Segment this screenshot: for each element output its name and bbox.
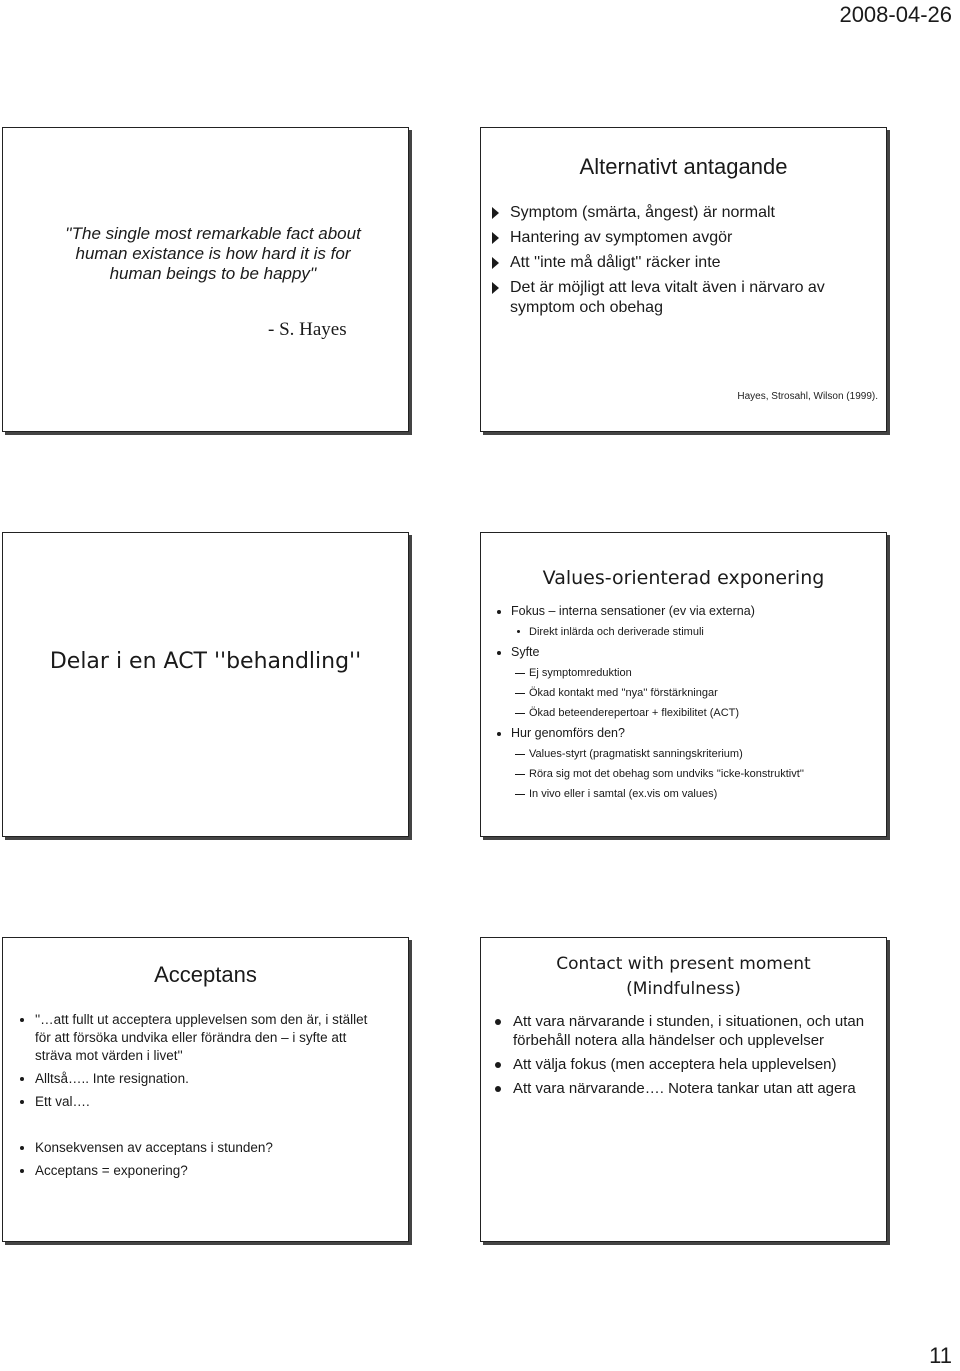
- bullet-text: Syfte: [511, 645, 540, 659]
- bullet-dot-icon: [20, 1169, 24, 1173]
- bullet-dot-icon: [497, 610, 501, 614]
- list-item: [17, 1070, 377, 1088]
- bullet-text: Ej symptomreduktion: [529, 667, 632, 679]
- bullet-text: Att ''inte må dåligt'' räcker inte: [510, 254, 721, 271]
- list-item: [495, 622, 880, 642]
- slide-delar-i-act: [2, 532, 409, 837]
- slide-title: Delar i en ACT ''behandling'': [49, 649, 362, 674]
- list-item: [495, 703, 880, 723]
- list-item: [495, 744, 880, 764]
- slide-title: Alternativt antagande: [579, 154, 788, 179]
- list-spacer: [17, 1116, 377, 1134]
- bullet-list: [493, 1012, 878, 1103]
- list-item: [491, 253, 871, 273]
- bullet-dot-icon: [495, 1086, 501, 1092]
- page-number: 11: [929, 1343, 952, 1368]
- list-item: [495, 642, 880, 663]
- bullet-dot-icon: [517, 630, 520, 633]
- bullet-text: Values-styrt (pragmatiskt sanningskriterium): [529, 748, 743, 760]
- bullet-text: Fokus – interna sensationer (ev via externa): [511, 604, 755, 618]
- list-item: [491, 203, 871, 223]
- slide-quote: [2, 127, 409, 432]
- bullet-text: Hur genomförs den?: [511, 726, 625, 740]
- list-item: [17, 1093, 377, 1111]
- bullet-dot-icon: [20, 1100, 24, 1104]
- title-line: Contact with present moment: [556, 954, 811, 974]
- list-item: [495, 723, 880, 744]
- list-item: [495, 683, 880, 703]
- bullet-text: Att välja fokus (men acceptera hela upplevelsen): [513, 1056, 837, 1073]
- slide-acceptans: [2, 937, 409, 1242]
- bullet-text: Röra sig mot det obehag som undviks ''icke-konstruktivt'': [529, 768, 804, 780]
- list-item: [495, 601, 880, 622]
- list-item: [493, 1055, 878, 1074]
- list-item: [17, 1162, 377, 1180]
- list-item: [493, 1012, 878, 1050]
- quote-author: - S. Hayes: [268, 319, 347, 340]
- bullet-text: Symptom (smärta, ångest) är normalt: [510, 204, 775, 221]
- bullet-text: Konsekvensen av acceptans i stunden?: [35, 1140, 273, 1155]
- bullet-text: Acceptans = exponering?: [35, 1163, 188, 1178]
- bullet-list: [495, 601, 880, 804]
- list-item: [495, 784, 880, 804]
- list-item: [493, 1079, 878, 1098]
- bullet-text: Att vara närvarande…. Notera tankar utan att agera: [513, 1080, 856, 1097]
- bullet-dot-icon: [495, 1019, 501, 1025]
- bullet-text: Hantering av symptomen avgör: [510, 229, 733, 246]
- list-item: [495, 764, 880, 784]
- bullet-dot-icon: [20, 1018, 24, 1022]
- dash-bullet-icon: [515, 693, 525, 694]
- bullet-text: Ökad kontakt med ''nya'' förstärkningar: [529, 687, 718, 699]
- list-item: [495, 663, 880, 683]
- slide-title: Acceptans: [154, 962, 257, 987]
- quote-text: ''The single most remarkable fact about human existance is how hard it is for human beings to be happy'': [65, 224, 361, 283]
- bullet-text: In vivo eller i samtal (ex.vis om values): [529, 788, 718, 800]
- bullet-dot-icon: [497, 651, 501, 655]
- list-item: [491, 278, 871, 318]
- slide-present-moment: [480, 937, 887, 1242]
- dash-bullet-icon: [515, 774, 525, 775]
- bullet-text: ''…att fullt ut acceptera upplevelsen som den är, i stället för att försöka undvika eller förändra den – i syfte att sträva mot värden i livet'': [35, 1012, 368, 1063]
- bullet-list: [17, 1011, 377, 1185]
- list-item: [17, 1011, 377, 1065]
- bullet-dot-icon: [20, 1146, 24, 1150]
- bullet-text: Alltså….. Inte resignation.: [35, 1071, 189, 1086]
- bullet-text: Ett val….: [35, 1094, 90, 1109]
- bullet-dot-icon: [20, 1077, 24, 1081]
- page-date: 2008-04-26: [839, 2, 952, 27]
- dash-bullet-icon: [515, 673, 525, 674]
- slide-title: Values-orienterad exponering: [542, 567, 825, 589]
- triangle-bullet-icon: [492, 232, 499, 244]
- slide-alternativt-antagande: [480, 127, 887, 432]
- bullet-text: Ökad beteenderepertoar + flexibilitet (ACT): [529, 707, 740, 719]
- slide-values-exponering: [480, 532, 887, 837]
- slide-title: [481, 952, 886, 1002]
- bullet-text: Att vara närvarande i stunden, i situationen, och utan förbehåll notera alla händelser och upplevelser: [513, 1013, 865, 1049]
- bullet-dot-icon: [495, 1062, 501, 1068]
- list-item: [491, 228, 871, 248]
- triangle-bullet-icon: [492, 207, 499, 219]
- title-line: (Mindfulness): [626, 979, 741, 999]
- dash-bullet-icon: [515, 713, 525, 714]
- dash-bullet-icon: [515, 754, 525, 755]
- bullet-text: Det är möjligt att leva vitalt även i närvaro av symptom och obehag: [510, 279, 825, 316]
- bullet-list: [491, 203, 871, 323]
- dash-bullet-icon: [515, 794, 525, 795]
- bullet-text: Direkt inlärda och deriverade stimuli: [529, 626, 704, 638]
- triangle-bullet-icon: [492, 257, 499, 269]
- citation: Hayes, Strosahl, Wilson (1999).: [737, 391, 878, 402]
- bullet-dot-icon: [497, 732, 501, 736]
- triangle-bullet-icon: [492, 282, 499, 294]
- list-item: [17, 1139, 377, 1157]
